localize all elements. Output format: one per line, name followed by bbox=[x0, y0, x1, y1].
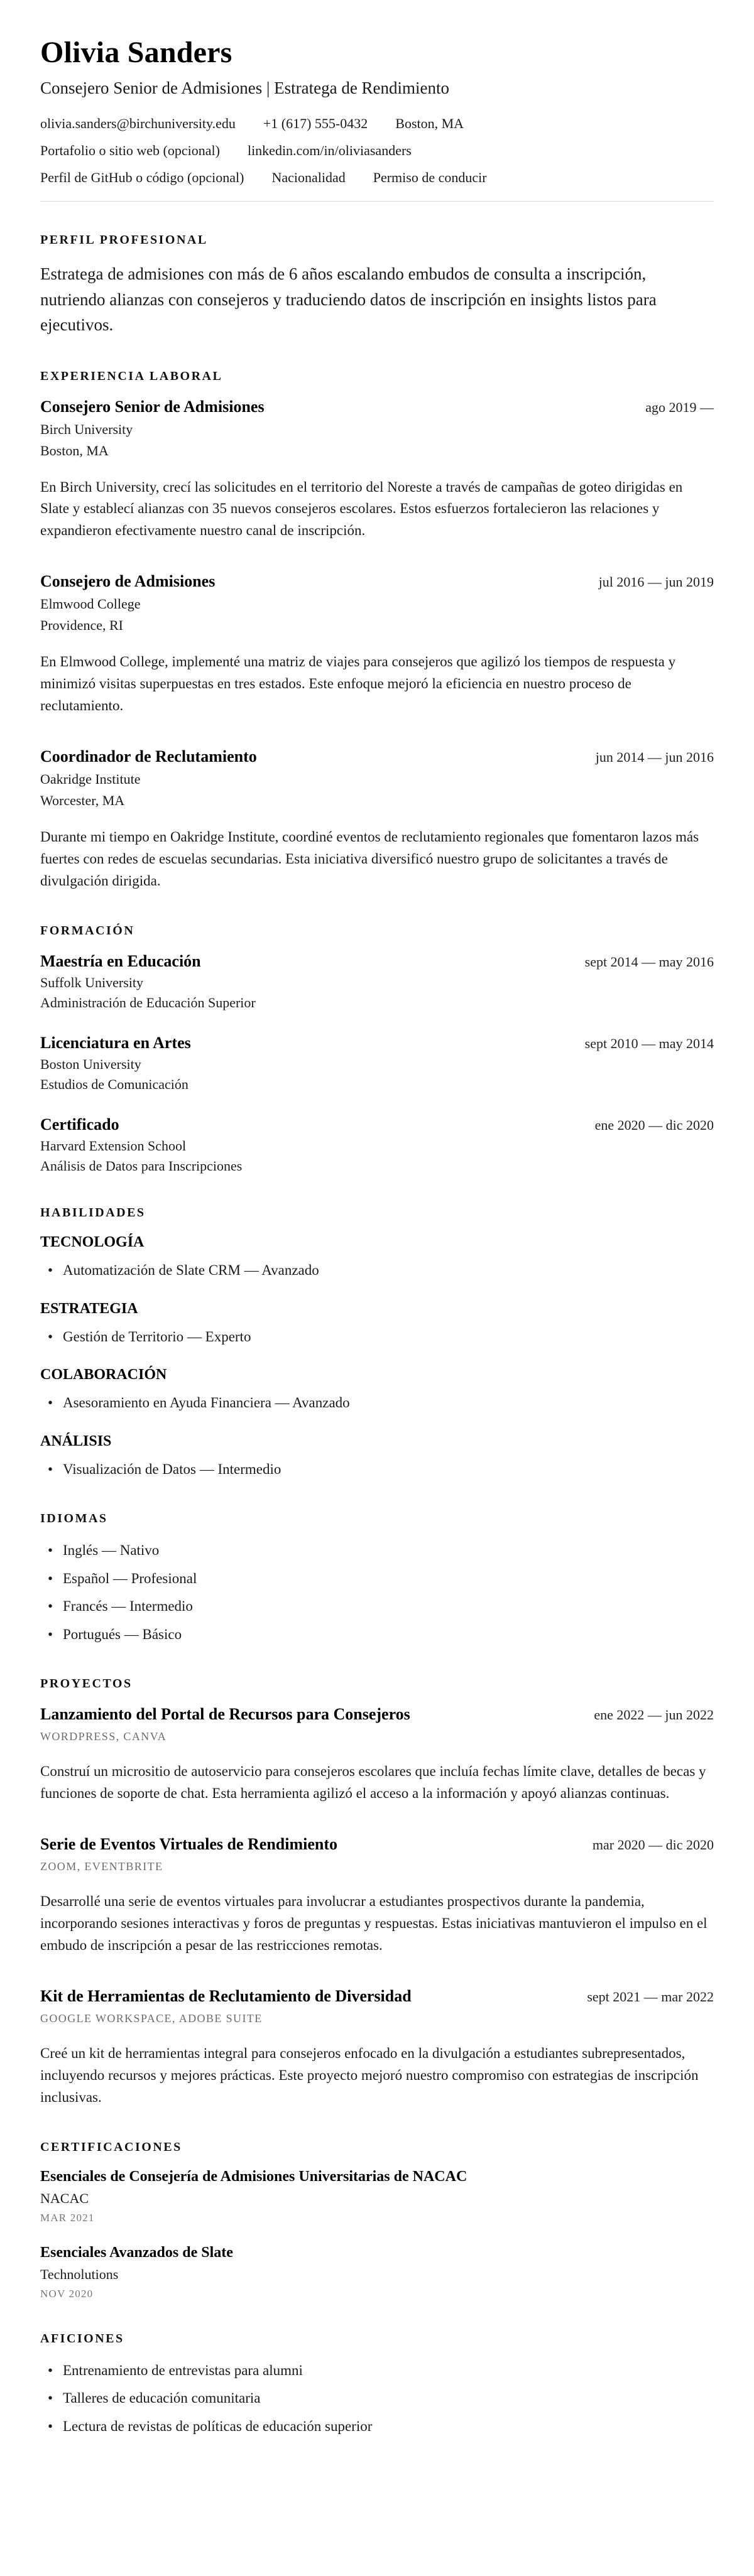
education-item-head bbox=[40, 1115, 714, 1134]
contact-row-1 bbox=[40, 116, 714, 132]
section-hobbies bbox=[40, 2332, 714, 2438]
hobby-item: • Entrenamiento de entrevistas para alumni bbox=[40, 2360, 714, 2382]
project-title: Lanzamiento del Portal de Recursos para Consejeros bbox=[40, 1705, 410, 1724]
company-name: Oakridge Institute bbox=[40, 771, 141, 787]
field-of-study: Estudios de Comunicación bbox=[40, 1076, 188, 1093]
project-dates: sept 2021 — mar 2022 bbox=[587, 1988, 714, 2005]
degree-title: Certificado bbox=[40, 1115, 119, 1134]
section-projects bbox=[40, 1677, 714, 2109]
experience-item bbox=[40, 572, 714, 717]
portfolio-link[interactable]: Portafolio o sitio web (opcional) bbox=[40, 143, 220, 158]
skill-list bbox=[40, 1459, 714, 1481]
contact-row-3 bbox=[40, 170, 714, 186]
project-item bbox=[40, 1835, 714, 1957]
skill-item: • Gestión de Territorio — Experto bbox=[40, 1326, 714, 1348]
section-certifications bbox=[40, 2140, 714, 2300]
experience-item-head bbox=[40, 398, 714, 416]
experience-item-head bbox=[40, 747, 714, 766]
certification-item bbox=[40, 2168, 714, 2224]
company-location: Providence, RI bbox=[40, 617, 123, 634]
job-description: Durante mi tiempo en Oakridge Institute, coordiné eventos de reclutamiento regionales que fomentaron lazos más fuertes con redes de escuelas secundarias. Esta iniciativa diversificó nuestro grupo de solicitantes a través de divulgación dirigida. bbox=[40, 829, 699, 889]
company-name: Birch University bbox=[40, 421, 133, 437]
phone-number: +1 (617) 555-0432 bbox=[263, 116, 368, 131]
project-dates: mar 2020 — dic 2020 bbox=[592, 1836, 714, 1853]
language-item: • Portugués — Básico bbox=[40, 1624, 714, 1646]
project-dates: ene 2022 — jun 2022 bbox=[594, 1707, 714, 1723]
hobby-item: • Lectura de revistas de políticas de educación superior bbox=[40, 2416, 714, 2438]
section-heading-experience: EXPERIENCIA LABORAL bbox=[40, 369, 223, 383]
skill-item: • Visualización de Datos — Intermedio bbox=[40, 1459, 714, 1481]
language-list bbox=[40, 1540, 714, 1645]
hobby-item: • Talleres de educación comunitaria bbox=[40, 2388, 714, 2410]
job-title: Consejero Senior de Admisiones bbox=[40, 397, 265, 416]
project-item bbox=[40, 1987, 714, 2109]
section-profile bbox=[40, 233, 714, 338]
skill-group bbox=[40, 1366, 714, 1414]
job-description: En Elmwood College, implementé una matriz de viajes para consejeros que agilizó los tiempos de respuesta y minimizó visitas superpuestas en tres estados. Este enfoque mejoró la eficiencia en nuestro proceso de reclutamiento. bbox=[40, 654, 676, 714]
school-name: Boston University bbox=[40, 1056, 141, 1073]
education-item bbox=[40, 952, 714, 1011]
field-of-study: Análisis de Datos para Inscripciones bbox=[40, 1158, 243, 1174]
candidate-name: Olivia Sanders bbox=[40, 36, 232, 69]
language-item: • Inglés — Nativo bbox=[40, 1540, 714, 1562]
linkedin-link[interactable]: linkedin.com/in/oliviasanders bbox=[247, 143, 412, 158]
job-description: En Birch University, crecí las solicitudes en el territorio del Noreste a través de campañas de goteo dirigidas en Slate y establecí alianzas con 35 nuevos consejeros escolares. Estos esfuerzos fortalecieron las relaciones y expandieron efectivamente nuestro canal de inscripción. bbox=[40, 479, 683, 539]
certification-issuer: Technolutions bbox=[40, 2266, 119, 2282]
project-tools: WORDPRESS, CANVA bbox=[40, 1730, 167, 1743]
experience-item-head bbox=[40, 572, 714, 591]
section-skills bbox=[40, 1206, 714, 1480]
certification-title: Esenciales de Consejería de Admisiones Universitarias de NACAC bbox=[40, 2168, 467, 2185]
hobby-list bbox=[40, 2360, 714, 2438]
field-of-study: Administración de Educación Superior bbox=[40, 995, 256, 1011]
project-description: Construí un micrositio de autoservicio para consejeros escolares que incluía fechas límite clave, detalles de becas y funciones de soporte de chat. Esta herramienta agilizó el acceso a la información y apoyó alianzas continuas. bbox=[40, 1763, 706, 1802]
company-location: Worcester, MA bbox=[40, 793, 125, 809]
project-item bbox=[40, 1705, 714, 1805]
degree-dates: sept 2010 — may 2014 bbox=[584, 1036, 714, 1052]
skill-list bbox=[40, 1392, 714, 1414]
job-title: Consejero de Admisiones bbox=[40, 572, 216, 591]
github-link[interactable]: Perfil de GitHub o código (opcional) bbox=[40, 170, 244, 185]
section-heading-profile: PERFIL PROFESIONAL bbox=[40, 233, 208, 247]
candidate-title: Consejero Senior de Admisiones | Estratega de Rendimiento bbox=[40, 78, 450, 97]
location-text: Boston, MA bbox=[395, 116, 464, 131]
skill-list bbox=[40, 1260, 714, 1282]
skill-group bbox=[40, 1301, 714, 1348]
section-languages bbox=[40, 1512, 714, 1645]
nationality-text: Nacionalidad bbox=[271, 170, 346, 185]
school-name: Harvard Extension School bbox=[40, 1138, 187, 1154]
job-dates: jul 2016 — jun 2019 bbox=[598, 574, 714, 590]
section-heading-skills: HABILIDADES bbox=[40, 1206, 146, 1220]
skill-category: ANÁLISIS bbox=[40, 1432, 112, 1449]
project-title: Serie de Eventos Virtuales de Rendimiento bbox=[40, 1834, 338, 1853]
section-heading-hobbies: AFICIONES bbox=[40, 2331, 124, 2346]
project-tools: GOOGLE WORKSPACE, ADOBE SUITE bbox=[40, 2011, 263, 2025]
project-item-head bbox=[40, 1705, 714, 1724]
experience-item bbox=[40, 747, 714, 892]
skill-item: • Asesoramiento en Ayuda Financiera — Avanzado bbox=[40, 1392, 714, 1414]
degree-dates: ene 2020 — dic 2020 bbox=[594, 1117, 714, 1134]
degree-title: Maestría en Educación bbox=[40, 952, 201, 971]
language-item: • Español — Profesional bbox=[40, 1568, 714, 1590]
skill-category: TECNOLOGÍA bbox=[40, 1234, 145, 1251]
profile-summary: Estratega de admisiones con más de 6 años escalando embudos de consulta a inscripción, nutriendo alianzas con consejeros y traduciendo datos de inscripción en insights listos para ejecutivos. bbox=[40, 264, 657, 334]
contact-row-2 bbox=[40, 143, 714, 159]
skill-category: COLABORACIÓN bbox=[40, 1366, 167, 1383]
section-heading-certifications: CERTIFICACIONES bbox=[40, 2140, 182, 2154]
education-item-head bbox=[40, 1034, 714, 1053]
certification-date: MAR 2021 bbox=[40, 2211, 95, 2224]
degree-dates: sept 2014 — may 2016 bbox=[584, 954, 714, 970]
email-link[interactable]: olivia.sanders@birchuniversity.edu bbox=[40, 116, 236, 131]
project-title: Kit de Herramientas de Reclutamiento de Diversidad bbox=[40, 1986, 412, 2005]
header-divider bbox=[40, 201, 714, 202]
certification-issuer: NACAC bbox=[40, 2190, 89, 2206]
section-education bbox=[40, 924, 714, 1174]
job-dates: ago 2019 — bbox=[645, 399, 714, 415]
education-item-head bbox=[40, 952, 714, 971]
project-item-head bbox=[40, 1987, 714, 2006]
skill-list bbox=[40, 1326, 714, 1348]
skill-group bbox=[40, 1234, 714, 1282]
section-heading-education: FORMACIÓN bbox=[40, 924, 135, 938]
project-item-head bbox=[40, 1835, 714, 1854]
job-title: Coordinador de Reclutamiento bbox=[40, 747, 257, 766]
project-tools: ZOOM, EVENTBRITE bbox=[40, 1859, 163, 1873]
skill-category: ESTRATEGIA bbox=[40, 1300, 138, 1317]
project-description: Creé un kit de herramientas integral para consejeros enfocado en la divulgación a estudiantes subrepresentados, incluyendo recursos y mejores prácticas. Este proyecto mejoró nuestro compromiso con estrategias de inscripción inclusivas. bbox=[40, 2045, 699, 2105]
section-experience bbox=[40, 369, 714, 893]
driving-permit-text: Permiso de conducir bbox=[373, 170, 487, 185]
section-heading-languages: IDIOMAS bbox=[40, 1512, 108, 1526]
company-location: Boston, MA bbox=[40, 442, 109, 458]
experience-item bbox=[40, 398, 714, 543]
language-item: • Francés — Intermedio bbox=[40, 1596, 714, 1618]
company-name: Elmwood College bbox=[40, 596, 141, 612]
job-dates: jun 2014 — jun 2016 bbox=[595, 749, 714, 766]
education-item bbox=[40, 1115, 714, 1174]
education-item bbox=[40, 1034, 714, 1093]
certification-date: NOV 2020 bbox=[40, 2287, 94, 2300]
resume-header bbox=[40, 35, 714, 202]
certification-title: Esenciales Avanzados de Slate bbox=[40, 2244, 233, 2261]
certification-item bbox=[40, 2244, 714, 2300]
degree-title: Licenciatura en Artes bbox=[40, 1034, 191, 1053]
skill-item: • Automatización de Slate CRM — Avanzado bbox=[40, 1260, 714, 1282]
skill-group bbox=[40, 1433, 714, 1481]
section-heading-projects: PROYECTOS bbox=[40, 1677, 133, 1691]
school-name: Suffolk University bbox=[40, 975, 143, 991]
contact-info bbox=[40, 116, 714, 186]
project-description: Desarrollé una serie de eventos virtuales para involucrar a estudiantes prospectivos durante la pandemia, incorporando sesiones interactivas y foros de preguntas y respuestas. Estas iniciativas mantuvieron el impulso en el embudo de inscripción a pesar de las restricciones remotas. bbox=[40, 1893, 708, 1953]
